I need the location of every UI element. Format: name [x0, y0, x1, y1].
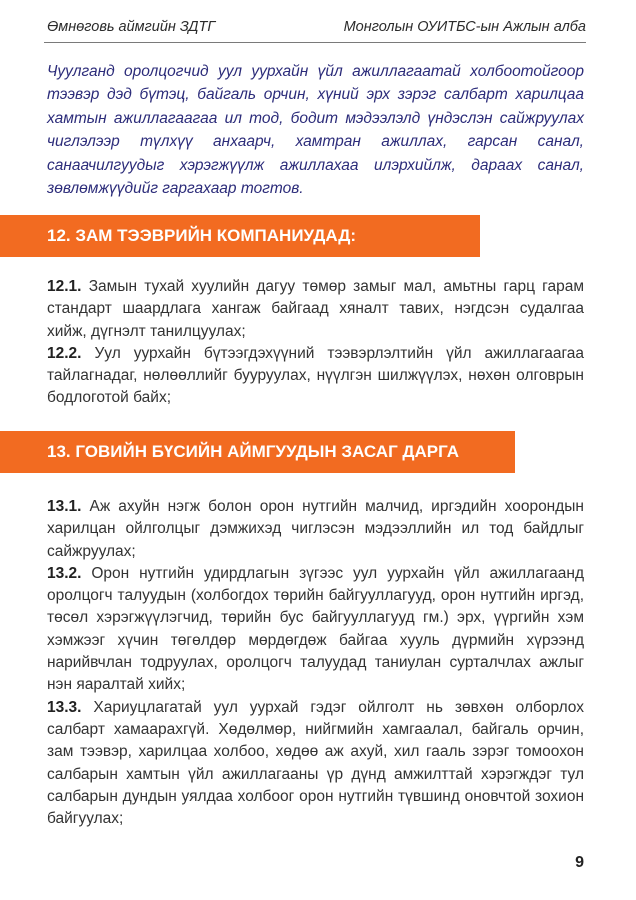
- item-text: Уул уурхайн бүтээгдэхүүний тээвэрлэлтийн үйл ажиллагаагаа тайлагнадаг, нөлөөллийг бууруулах, нүүлгэн шилжүүлэх, нөхөн олговрын бодлоготой байх;: [47, 344, 584, 407]
- item-number: 12.1.: [47, 278, 82, 295]
- list-item: [47, 563, 584, 697]
- item-number: 13.2.: [47, 564, 82, 582]
- header-divider: [44, 42, 586, 43]
- list-item: [47, 276, 584, 343]
- intro-paragraph: Чуулганд оролцогчид уул уурхайн үйл ажиллагаатай холбоотойгоор тээвэр дэд бүтэц, байгаль орчин, хүний эрх зэрэг салбарт харилцаа хамтын ажиллагаагаа ил тод, бодит мэдээлэлд үндэслэн сайжруулах чиглэлээр түлхүү анхаарч, хамтран ажиллах, гарсан санал, санаачилгуудыг хэрэгжүүлж ажиллахаа илэрхийлж, дараах санал, зөвлөмжүүдийг гаргахаар тогтов.: [47, 63, 584, 198]
- list-item: [47, 697, 584, 831]
- item-number: 13.1.: [47, 498, 82, 515]
- section-13-body: [47, 496, 584, 830]
- item-text: Аж ахуйн нэгж болон орон нутгийн малчид, иргэдийн хоорондын харилцан ойлголцыг дэмжихэд чиглэсэн мэдээллийн ил тод байдлыг сайжруулах;: [47, 498, 584, 560]
- list-item: [47, 343, 584, 410]
- section-12-body: [47, 276, 584, 410]
- page-number: 9: [575, 854, 584, 871]
- item-text: Орон нутгийн удирдлагын зүгээс уул уурхайн үйл ажиллагаанд оролцогч талуудын (холбогдох төрийн байгууллагууд, орон нутгийн иргэд, төсөл хэрэгжүүлэгчид, төрийн бус байгууллагууд гм.) эрх, үүргийн хэм хэмжээг хүчин төгөлдөр мөрдөгдөж байгаа хууль дүрмийн хүрээнд нарийвчлан тодруулах, оролцогч талуудад таниулан сурталчлах ажлыг нэн яаралтай хийх;: [47, 564, 585, 694]
- header-left-title: Өмнөговь аймгийн ЗДТГ: [47, 19, 216, 35]
- list-item: [47, 496, 584, 563]
- section-13-heading: 13. ГОВИЙН БҮСИЙН АЙМГУУДЫН ЗАСАГ ДАРГА НАРТ:: [0, 431, 515, 473]
- header-right-title: Монголын ОУИТБС-ын Ажлын алба: [343, 19, 586, 35]
- item-text: Замын тухай хуулийн дагуу төмөр замыг мал, амьтны гарц гарам стандарт шаардлага хангаж байгаад хяналт тавих, нэгдсэн судалгаа хийж, дүгнэлт танилцуулах;: [47, 278, 584, 340]
- item-number: 12.2.: [47, 344, 82, 362]
- item-text: Хариуцлагатай уул уурхай гэдэг ойлголт нь зөвхөн олборлох салбарт хамаарахгүй. Хөдөлмөр, нийгмийн хамгаалал, байгаль орчин, зам тээвэр, харилцаа холбоо, хөдөө аж ахуй, хил гааль зэрэг томоохон салбарын хамтын үйл ажиллагааны үр дүнд амжилттай хэрэгждэг тул салбарын дундын уялдаа холбоог орон нутгийн түвшинд оновчтой зохион байгуулах;: [47, 698, 584, 828]
- section-12-heading: 12. ЗАМ ТЭЭВРИЙН КОМПАНИУДАД:: [0, 215, 480, 257]
- item-number: 13.3.: [47, 698, 82, 716]
